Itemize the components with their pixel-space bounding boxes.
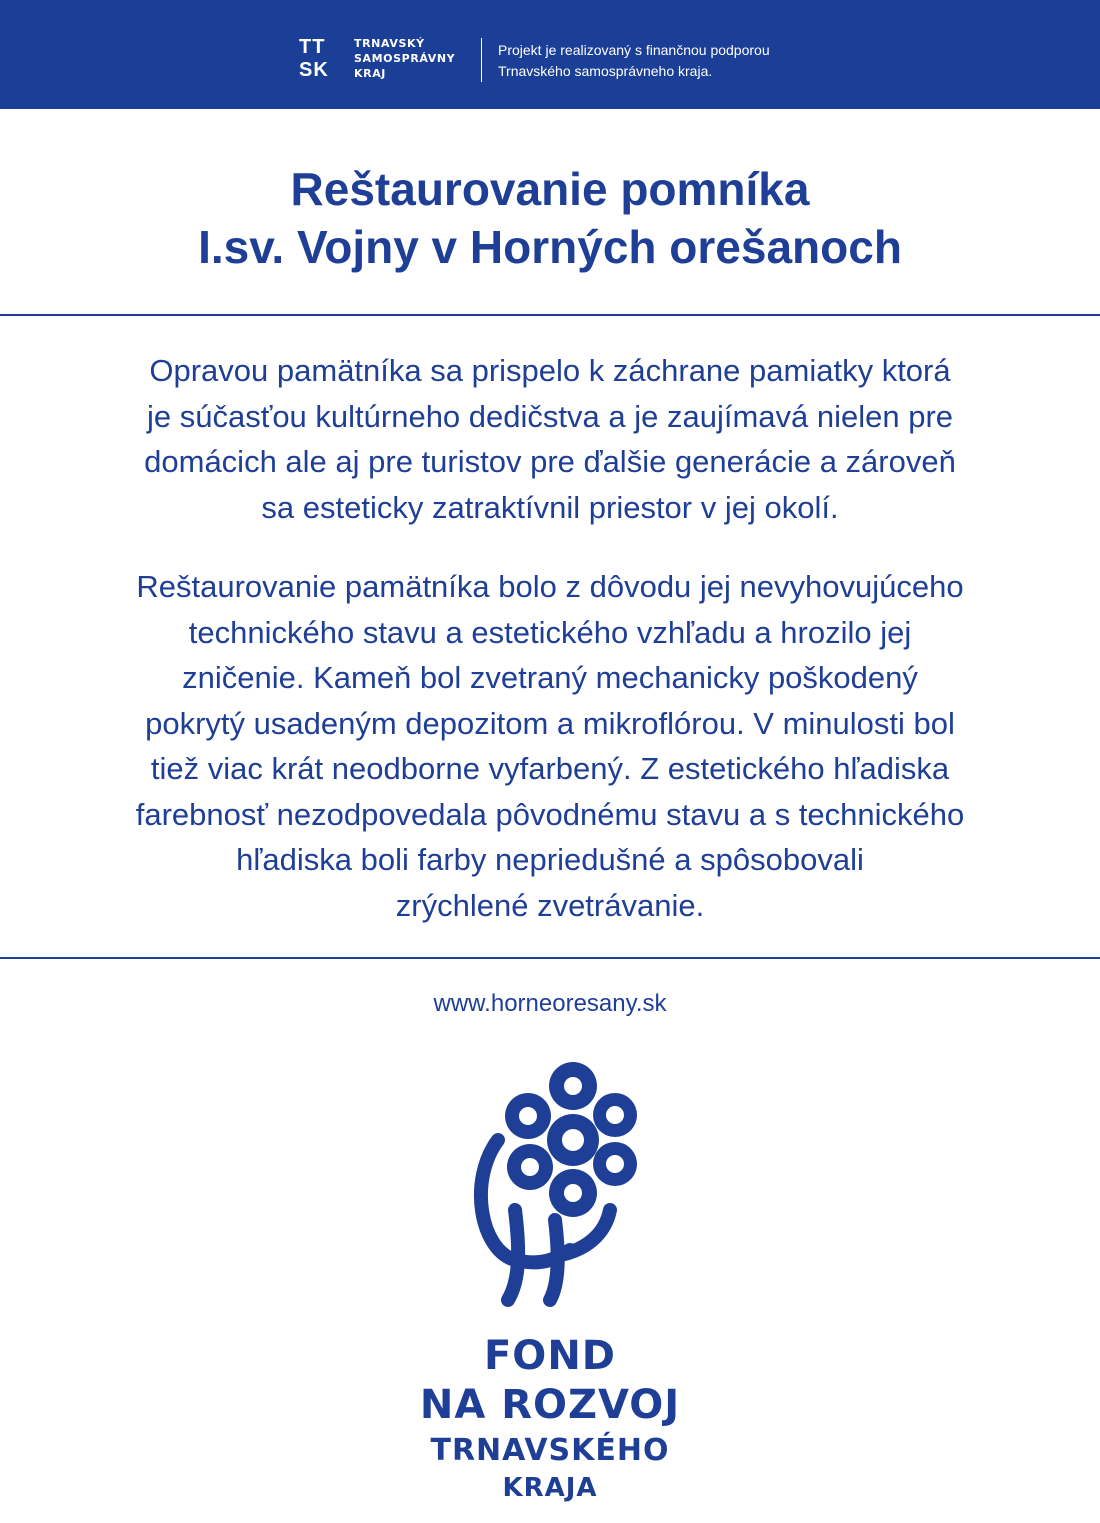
- logo-mark-line2: SK: [299, 59, 329, 81]
- funding-note: [498, 40, 898, 82]
- paragraph-2: [30, 564, 1070, 928]
- paragraph-2-line: farebnosť nezodpovedala pôvodnému stavu a s technického: [135, 796, 965, 832]
- paragraph-2-line: pokrytý usadeným depozitom a mikroflórou. V minulosti bol: [145, 705, 955, 741]
- paragraph-2-line: hľadiska boli farby nepriedušné a spôsobovali: [236, 842, 864, 877]
- paragraph-1-line: Opravou pamätníka sa prispelo k záchrane pamiatky ktorá: [149, 353, 951, 388]
- fund-name-line2: NA ROZVOJ: [419, 1382, 681, 1428]
- paragraph-1: [30, 348, 1070, 530]
- paragraph-2-line: tiež viac krát neodborne vyfarbený. Z estetického hľadiska: [150, 751, 950, 786]
- flower-logo-icon: [460, 1060, 640, 1320]
- header-divider: [481, 38, 482, 82]
- logo-mark-line1: TT: [299, 36, 326, 58]
- region-name-line1: TRNAVSKÝ: [354, 37, 425, 50]
- fund-name-line1: FOND: [483, 1333, 616, 1379]
- paragraph-1-line: je súčasťou kultúrneho dedičstva a je zaujímavá nielen pre: [146, 398, 954, 434]
- title-line2: I.sv. Vojny v Horných orešanoch: [198, 221, 902, 273]
- top-divider: [0, 314, 1100, 316]
- ttsk-logo-icon: [299, 37, 343, 81]
- region-name-line2: SAMOSPRÁVNY: [354, 52, 456, 65]
- region-name-line3: KRAJ: [354, 67, 387, 80]
- title-line1: Reštaurovanie pomníka: [290, 163, 810, 215]
- paragraph-1-line: sa esteticky zatraktívnil priestor v jej okolí.: [261, 489, 839, 525]
- region-name: [354, 36, 474, 81]
- paragraph-2-line: Reštaurovanie pamätníka bolo z dôvodu jej nevyhovujúceho: [136, 569, 964, 604]
- funding-note-line1: Projekt je realizovaný s finančnou podporou: [498, 42, 770, 58]
- header-bar: [0, 0, 1100, 109]
- website-link[interactable]: www.horneoresany.sk: [433, 990, 667, 1017]
- paragraph-1-line: domácich ale aj pre turistov pre ďalšie generácie a zároveň: [144, 444, 956, 479]
- paragraph-2-line: zničenie. Kameň bol zvetraný mechanicky poškodený: [182, 660, 918, 695]
- page-title: [0, 160, 1100, 276]
- fund-name-line4: KRAJA: [502, 1473, 598, 1503]
- paragraph-2-line: technického stavu a estetického vzhľadu a hrozilo jej: [188, 614, 912, 650]
- bottom-divider: [0, 957, 1100, 959]
- fund-name-line3: TRNAVSKÉHO: [430, 1433, 670, 1468]
- paragraph-2-line: zrýchlené zvetrávanie.: [395, 887, 705, 923]
- funding-note-line2: Trnavského samosprávneho kraja.: [498, 63, 713, 79]
